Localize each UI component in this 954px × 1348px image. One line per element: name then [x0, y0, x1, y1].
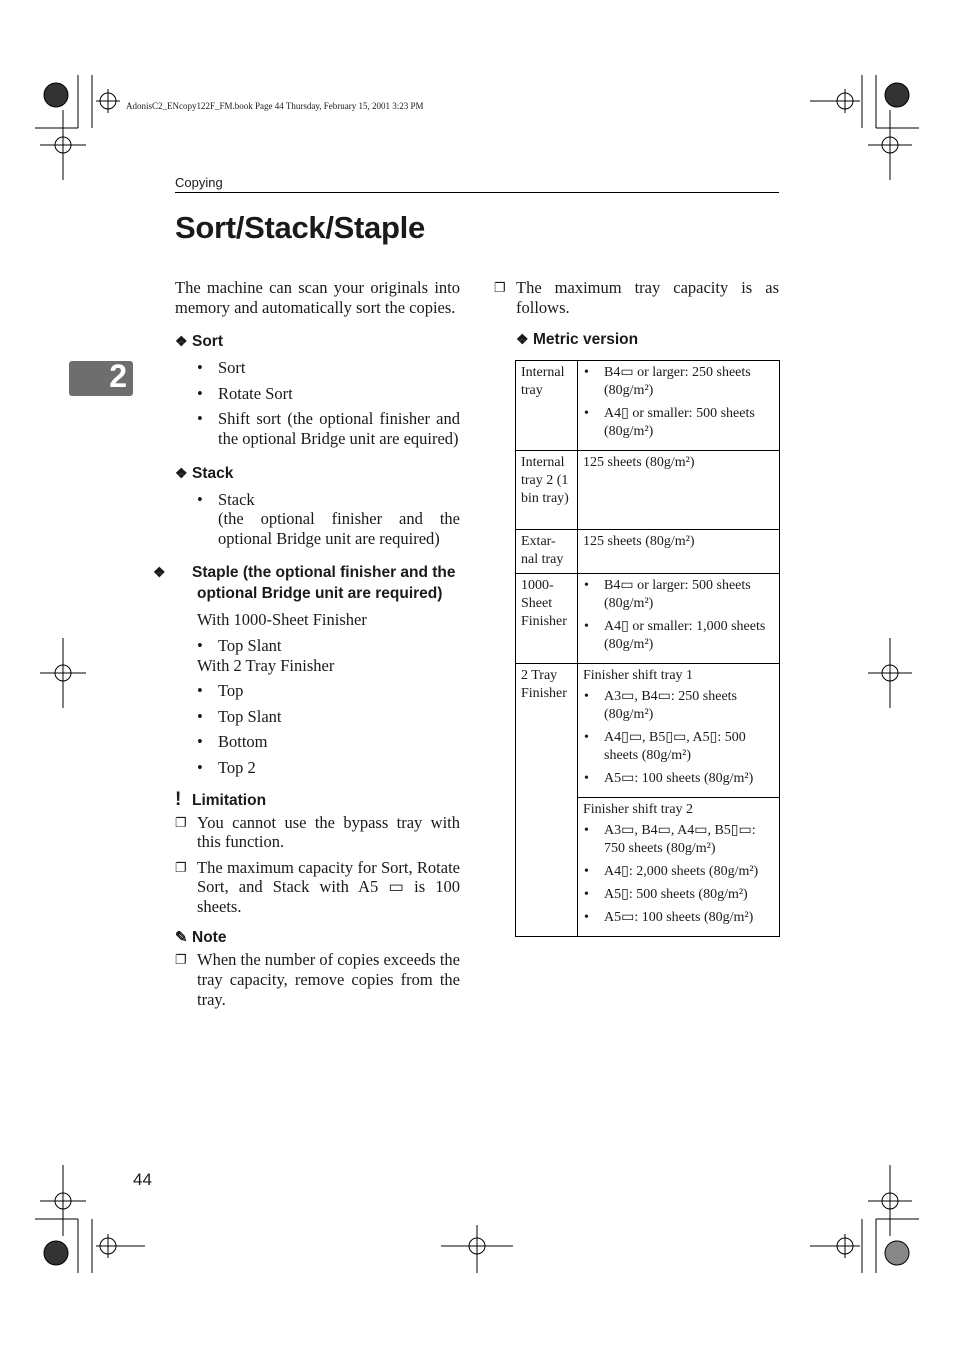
list-item: • A3▭, B4▭, A4▭, B5▯▭: 750 sheets (80g/m²) [583, 822, 774, 858]
exclamation-icon: ! [175, 788, 182, 810]
chapter-number: 2 [109, 358, 127, 394]
note-heading: ✎ Note [175, 929, 227, 947]
page-title: Sort/Stack/Staple [175, 210, 425, 245]
left-column [153, 278, 460, 1015]
list-item: • A5▯: 500 sheets (80g/m²) [583, 886, 774, 904]
limitation-heading: ! Limitation [175, 788, 267, 810]
table-cell-label: 1000-Sheet Finisher [516, 574, 578, 664]
capacity-table [515, 360, 780, 937]
stack-heading: ❖ Stack [175, 464, 234, 482]
header-rule [175, 192, 779, 193]
list-item: • A5▭: 100 sheets (80g/m²) [583, 770, 774, 788]
diamond-icon: ❖ [175, 333, 188, 350]
diamond-icon: ❖ [516, 331, 529, 348]
metric-heading: ❖ Metric version [516, 331, 639, 349]
list-item: • A4▯: 2,000 sheets (80g/m²) [583, 863, 774, 881]
list-item: • Shift sort (the optional finisher and the optional Bridge unit are equired) [197, 409, 460, 448]
list-item: • Stack (the optional finisher and the optional Bridge unit are required) [197, 490, 460, 549]
table-cell-label: Extar-nal tray [516, 530, 578, 574]
staple-heading: ❖ Staple (the optional finisher and the optional Bridge unit are required) [153, 564, 456, 603]
list-item: • A3▭, B4▭: 250 sheets (80g/m²) [583, 688, 774, 724]
list-item: • Bottom [197, 732, 460, 752]
stack-note: (the optional finisher and the optional Bridge unit are required) [218, 509, 460, 548]
sort-heading: ❖ Sort [175, 333, 223, 351]
table-cell-value: 125 sheets (80g/m²) [578, 451, 780, 530]
list-item: • A4▯ or smaller: 500 sheets (80g/m²) [583, 405, 774, 441]
table-cell-label: Internal tray 2 (1 bin tray) [516, 451, 578, 530]
intro-paragraph: The machine can scan your originals into memory and automatically sort the copies. [175, 278, 460, 317]
finisher-2tray-label: With 2 Tray Finisher [197, 655, 335, 675]
list-item: • A4▯▭, B5▯▭, A5▯: 500 sheets (80g/m²) [583, 729, 774, 765]
table-cell-value [578, 664, 780, 798]
limitation-item: ❐ The maximum capacity for Sort, Rotate Sort, and Stack with A5 ▭ is 100 sheets. [175, 858, 460, 917]
table-row [516, 530, 780, 574]
list-item: • B4▭ or larger: 250 sheets (80g/m²) [583, 364, 774, 400]
book-file-info: AdonisC2_ENcopy122F_FM.book Page 44 Thursday, February 15, 2001 3:23 PM [126, 101, 424, 111]
list-item: • Rotate Sort [197, 384, 460, 404]
sort-list [175, 358, 460, 448]
table-row [516, 664, 780, 798]
shift-tray-title: Finisher shift tray 2 [583, 802, 694, 818]
table-cell-label: 2 Tray Finisher [516, 664, 578, 937]
table-row [516, 574, 780, 664]
table-cell-value [578, 361, 780, 451]
finisher-1000-list [175, 636, 460, 656]
list-item: • Sort [197, 358, 460, 378]
finisher-2tray-list [175, 681, 460, 777]
list-item: • Top 2 [197, 758, 460, 778]
pencil-icon: ✎ [175, 929, 188, 947]
limitation-item: ❐ You cannot use the bypass tray with this function. [175, 813, 460, 852]
capacity-intro: ❐ The maximum tray capacity is as follows. [494, 278, 779, 317]
page-number: 44 [133, 1170, 152, 1189]
list-item: • A4▯ or smaller: 1,000 sheets (80g/m²) [583, 618, 774, 654]
list-item: • Top Slant [197, 636, 460, 656]
finisher-1000-label: With 1000-Sheet Finisher [197, 610, 367, 630]
table-cell-label: Internal tray [516, 361, 578, 451]
shift-tray-title: Finisher shift tray 1 [583, 668, 694, 684]
table-cell-value [578, 574, 780, 664]
table-cell-value [578, 798, 780, 937]
section-label: Copying [175, 175, 223, 190]
list-item: • Top [197, 681, 460, 701]
list-item: • B4▭ or larger: 500 sheets (80g/m²) [583, 577, 774, 613]
right-column [494, 278, 779, 937]
chapter-tab [69, 358, 133, 396]
list-item: • Top Slant [197, 707, 460, 727]
note-item: ❐ When the number of copies exceeds the tray capacity, remove copies from the tray. [175, 950, 460, 1009]
diamond-icon: ❖ [175, 464, 188, 481]
diamond-icon: ❖ [153, 564, 166, 581]
table-row [516, 451, 780, 530]
table-cell-value: 125 sheets (80g/m²) [578, 530, 780, 574]
table-row [516, 361, 780, 451]
stack-list [175, 490, 460, 549]
list-item: • A5▭: 100 sheets (80g/m²) [583, 909, 774, 927]
